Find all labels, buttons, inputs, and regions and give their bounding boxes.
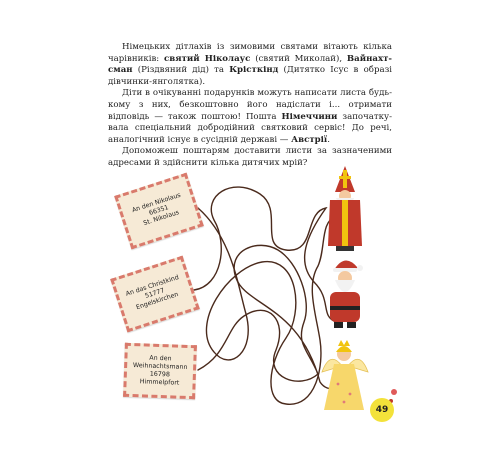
christkind-angel-figure	[322, 340, 368, 410]
paragraph-3: Допоможеш поштарям доставити листи за зазначеними адресами й здійснити кілька дитячих мрій?	[108, 146, 392, 168]
envelope-address: An den Weihnachtsmann 16798 Himmelpfort	[132, 354, 188, 387]
paragraph-2: Діти в очікуванні подарунків можуть написати листа будь-кому з них, безкоштовно його надіслати і... отримати відповідь — також поштою! Пошта Німеччини започатку-вала спеціальний добродійний святковий сервіс! До речі, аналогічний існує в сусідній державі — Австрії.	[108, 88, 392, 145]
envelope-weihnachtsmann	[123, 343, 197, 399]
weihnachtsmann-figure	[330, 260, 363, 328]
envelope-address: An den Nikolaus 66351 St. Nikolaus	[131, 191, 182, 228]
page-number-badge: 49	[370, 398, 394, 422]
envelope-address: An das Christkind 51777 Engelskirchen	[124, 274, 180, 312]
st-nikolaus-figure	[328, 166, 362, 251]
paragraph-1: Німецьких дітлахів із зимовими святами вітають кілька чарівників: святий Ніколаус (святий Миколай), Вайнахт-сман (Різдвяний дід) та Крісткінд (Дитятко Ісус в образі дівчинки-янголятка).	[108, 42, 393, 87]
